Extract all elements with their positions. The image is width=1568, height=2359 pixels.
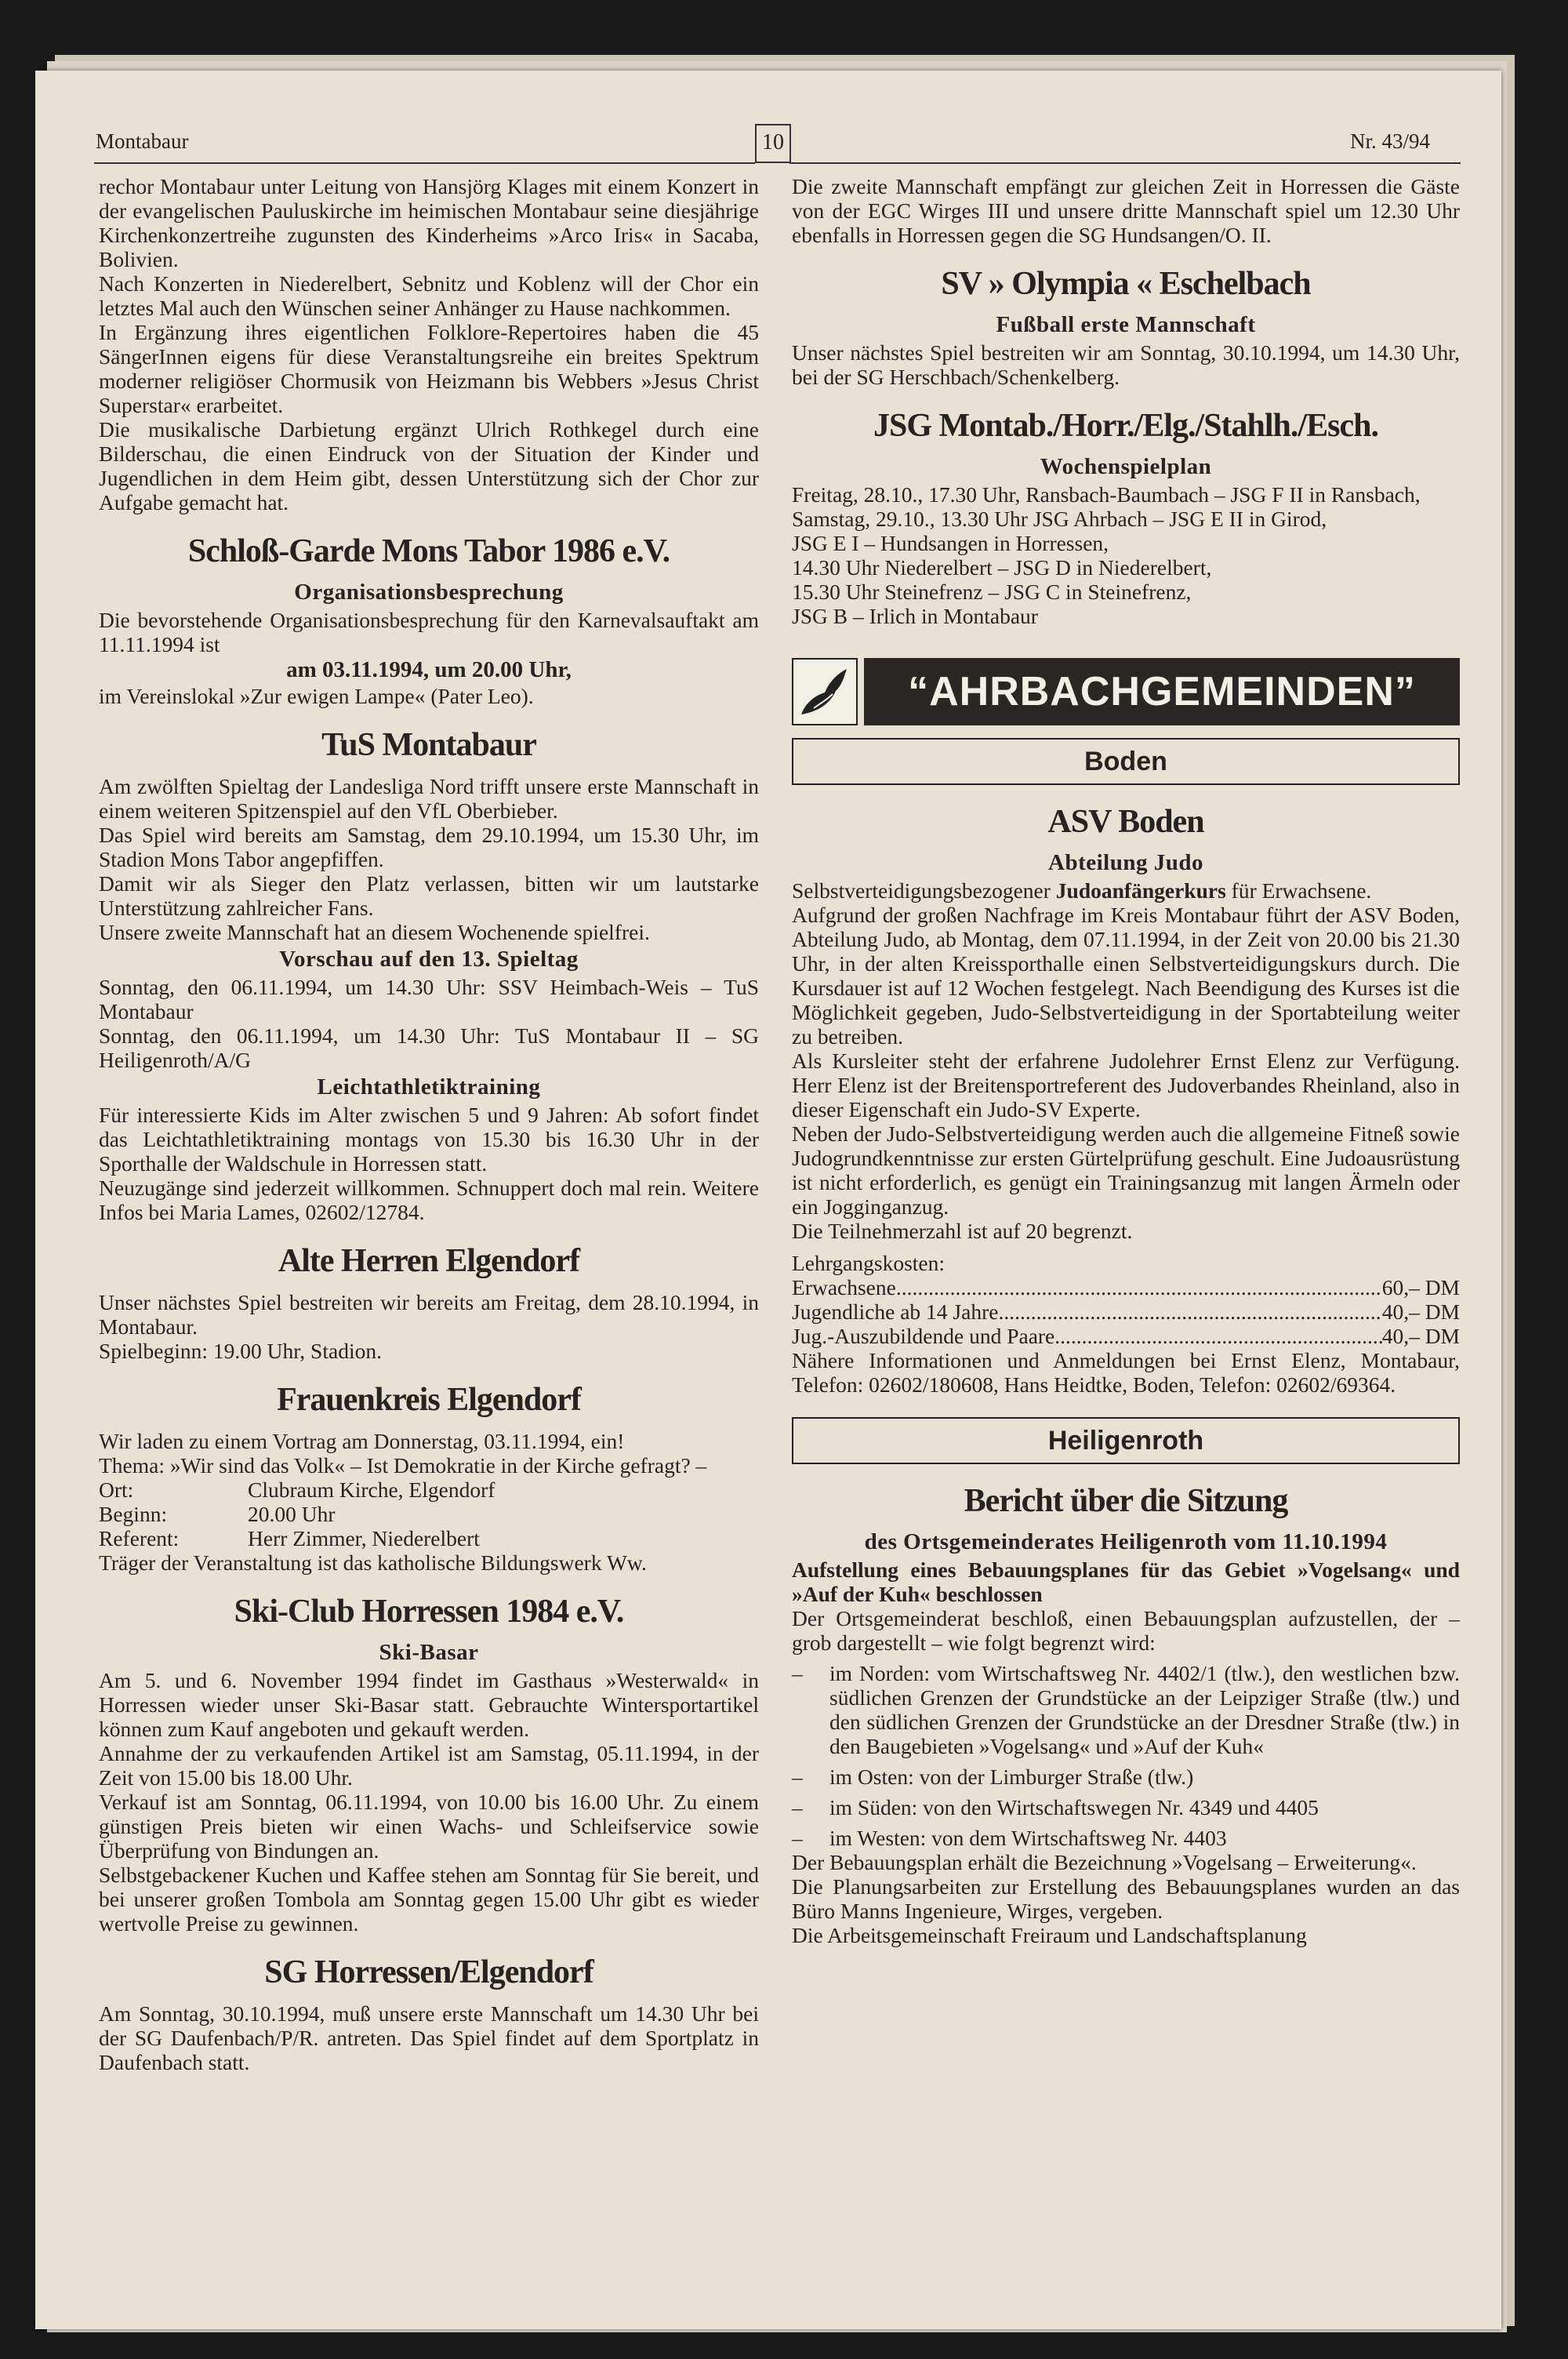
event-date: am 03.11.1994, um 20.00 Uhr, [286, 657, 572, 682]
paragraph: Als Kursleiter steht der erfahrene Judolehrer Ernst Elenz zur Verfügung. Herr Elenz ist der Breitensportreferent des Judoverbandes Rheinland, also in dieser Eigenschaft ein Judo-SV Experte. [792, 1049, 1460, 1121]
section-title: TuS Montabaur [321, 727, 536, 763]
text-run: für Erwachsene. [1231, 878, 1372, 903]
paragraph: im Vereinslokal »Zur ewigen Lampe« (Pater Leo). [99, 684, 534, 708]
price-amount: 40,– DM [1381, 1324, 1460, 1348]
section-title: SV » Olympia « Eschelbach [941, 266, 1311, 302]
paragraph: Die bevorstehende Organisationsbesprechung für den Karnevalsauftakt am 11.11.1994 ist [99, 608, 759, 656]
price-label: Erwachsene [792, 1275, 896, 1299]
info-value: 20.00 Uhr [248, 1502, 336, 1526]
section-title: Ski-Club Horressen 1984 e.V. [234, 1594, 624, 1630]
paragraph: Neuzugänge sind jederzeit willkommen. Schnuppert doch mal rein. Weitere Infos bei Maria Lames, 02602/12784. [99, 1176, 759, 1224]
header-rule-right [789, 162, 1461, 164]
paragraph: Unser nächstes Spiel bestreiten wir am Sonntag, 30.10.1994, um 14.30 Uhr, bei der SG Herschbach/Schenkelberg. [792, 340, 1460, 389]
paragraph: Neben der Judo-Selbstverteidigung werden auch die allgemeine Fitneß sowie Judogrundkenntnisse zur ersten Gürtelprüfung geschult. Eine Judoausrüstung ist nicht erforderlich, es genügt ein Trainingsanzug mit langen Ärmeln oder ein Jogginganzug. [792, 1121, 1460, 1219]
boundary-text: im Norden: vom Wirtschaftsweg Nr. 4402/1 (tlw.), den westlichen bzw. südlichen Grenzen der Grundstücke an der Leipziger Straße (tlw.) und den südlichen Grenzen der Grundstücke an der Dresdner Straße (tlw.) in den Baugebieten »Vogelsang« und »Auf der Kuh« [829, 1661, 1460, 1758]
price-label: Jug.-Auszubildende und Paare [792, 1324, 1055, 1348]
section-title: SG Horressen/Elgendorf [264, 1954, 593, 1990]
price-label: Jugendliche ab 14 Jahre [792, 1299, 999, 1324]
schedule-line: Samstag, 29.10., 13.30 Uhr JSG Ahrbach – JSG E II in Girod, [792, 507, 1327, 531]
paragraph: Sonntag, den 06.11.1994, um 14.30 Uhr: SSV Heimbach-Weis – TuS Montabaur [99, 975, 759, 1023]
ahrbach-banner [792, 658, 1460, 725]
bird-logo-icon [792, 658, 858, 725]
paragraph: Spielbeginn: 19.00 Uhr, Stadion. [99, 1339, 382, 1363]
price-row [792, 1299, 1460, 1324]
price-amount: 40,– DM [1381, 1299, 1460, 1324]
section-subtitle: Organisationsbesprechung [294, 580, 564, 605]
dash: – [792, 1765, 803, 1789]
locality-header: Heiligenroth [792, 1417, 1460, 1464]
boundary-item [792, 1765, 1460, 1789]
section-title: ASV Boden [1047, 804, 1204, 840]
dash: – [792, 1661, 803, 1685]
paragraph: Verkauf ist am Sonntag, 06.11.1994, von 10.00 bis 16.00 Uhr. Zu einem günstigen Preis bieten wir einen Wachs- und Schleifservice sowie Überprüfung von Bindungen an. [99, 1790, 759, 1863]
costs-label: Lehrgangskosten: [792, 1251, 946, 1275]
paragraph: Die Arbeitsgemeinschaft Freiraum und Landschaftsplanung [792, 1923, 1307, 1947]
section-subtitle: Ski-Basar [379, 1640, 479, 1665]
info-value: Clubraum Kirche, Elgendorf [248, 1478, 495, 1502]
leader-dots [896, 1275, 1382, 1299]
paragraph: Sonntag, den 06.11.1994, um 14.30 Uhr: TuS Montabaur II – SG Heiligenroth/A/G [99, 1023, 759, 1072]
section-title: Frauenkreis Elgendorf [277, 1382, 581, 1418]
paragraph: rechor Montabaur unter Leitung von Hansjörg Klages mit einem Konzert in der evangelischen Pauluskirche im heimischen Montabaur seine diesjährige Kirchenkonzertreihe zugunsten des Kinderheims »Arco Iris« in Sacaba, Bolivien. [99, 174, 759, 271]
header-town: Montabaur [96, 129, 189, 153]
banner-title: “AHRBACHGEMEINDEN” [864, 658, 1460, 725]
info-value: Herr Zimmer, Niederelbert [248, 1526, 480, 1550]
right-column [792, 174, 1460, 1947]
paragraph: Selbstgebackener Kuchen und Kaffee stehen am Sonntag für Sie bereit, und bei unserer großen Tombola am Sonntag gegen 15.00 Uhr gibt es wieder wertvolle Preise zu gewinnen. [99, 1863, 759, 1936]
section-subtitle: des Ortsgemeinderates Heiligenroth vom 11.10.1994 [864, 1529, 1388, 1554]
info-key: Ort: [99, 1478, 134, 1502]
paragraph: Unser nächstes Spiel bestreiten wir bereits am Freitag, dem 28.10.1994, in Montabaur. [99, 1290, 759, 1339]
paragraph: Aufgrund der großen Nachfrage im Kreis Montabaur führt der ASV Boden, Abteilung Judo, ab Montag, dem 07.11.1994, in der Zeit von 20.00 bis 21.30 Uhr, in der alten Kreissporthalle einen Selbstverteidigungskurs durch. Die Kursdauer ist auf 12 Wochen festgelegt. Nach Beendigung des Kurses ist die Möglichkeit gegeben, Judo-Selbstverteidigung in der Sportabteilung weiter zu betreiben. [792, 903, 1460, 1049]
section-title: Bericht über die Sitzung [964, 1483, 1288, 1519]
info-key: Referent: [99, 1526, 180, 1550]
price-amount: 60,– DM [1381, 1275, 1460, 1299]
section-subtitle: Vorschau auf den 13. Spieltag [279, 947, 579, 972]
left-column [99, 174, 759, 2074]
paragraph: Unsere zweite Mannschaft hat an diesem Wochenende spielfrei. [99, 920, 650, 944]
boundary-text: im Westen: von dem Wirtschaftsweg Nr. 4403 [829, 1826, 1227, 1850]
paragraph: Nähere Informationen und Anmeldungen bei Ernst Elenz, Montabaur, Telefon: 02602/180608, Hans Heidtke, Boden, Telefon: 02602/69364. [792, 1348, 1460, 1397]
paragraph: Der Bebauungsplan erhält die Bezeichnung »Vogelsang – Erweiterung«. [792, 1850, 1417, 1874]
boundary-text: im Osten: von der Limburger Straße (tlw.) [829, 1765, 1194, 1789]
price-row [792, 1275, 1460, 1299]
paragraph: Annahme der zu verkaufenden Artikel ist am Samstag, 05.11.1994, in der Zeit von 15.00 bis 18.00 Uhr. [99, 1741, 759, 1790]
header-issue: Nr. 43/94 [1350, 129, 1431, 153]
section-subtitle: Wochenspielplan [1040, 454, 1212, 479]
paragraph: Der Ortsgemeinderat beschloß, einen Bebauungsplan aufzustellen, der – grob dargestellt – wie folgt begrenzt wird: [792, 1606, 1460, 1655]
paragraph: Thema: »Wir sind das Volk« – Ist Demokratie in der Kirche gefragt? – [99, 1453, 707, 1478]
info-row [99, 1478, 759, 1502]
boundary-item [792, 1826, 1460, 1850]
dash: – [792, 1795, 803, 1819]
schedule-line: JSG B – Irlich in Montabaur [792, 604, 1038, 628]
schedule-line: 14.30 Uhr Niederelbert – JSG D in Niederelbert, [792, 555, 1212, 580]
text-run: Selbstverteidigungsbezogener [792, 878, 1051, 903]
info-row [99, 1502, 759, 1526]
paragraph: Am zwölften Spieltag der Landesliga Nord trifft unsere erste Mannschaft in einem weiteren Spitzenspiel auf den VfL Oberbieber. [99, 774, 759, 823]
paragraph: Die Planungsarbeiten zur Erstellung des Bebauungsplanes wurden an das Büro Manns Ingenieure, Wirges, vergeben. [792, 1874, 1460, 1923]
boundary-item [792, 1795, 1460, 1819]
dash: – [792, 1826, 803, 1850]
section-subtitle: Leichtathletiktraining [317, 1074, 541, 1100]
price-row [792, 1324, 1460, 1348]
schedule-line: JSG E I – Hundsangen in Horressen, [792, 531, 1109, 555]
paragraph: Am Sonntag, 30.10.1994, muß unsere erste Mannschaft um 14.30 Uhr bei der SG Daufenbach/P/R. antreten. Das Spiel findet auf dem Sportplatz in Daufenbach statt. [99, 2001, 759, 2074]
leader-dots [1054, 1324, 1381, 1348]
schedule-line: 15.30 Uhr Steinefrenz – JSG C in Steinefrenz, [792, 580, 1192, 604]
info-row [99, 1526, 759, 1550]
paragraph: Die Teilnehmerzahl ist auf 20 begrenzt. [792, 1219, 1133, 1243]
paragraph: Am 5. und 6. November 1994 findet im Gasthaus »Westerwald« in Horressen wieder unser Ski-Basar statt. Gebrauchte Wintersportartikel können zum Kauf angeboten und gekauft werden. [99, 1668, 759, 1741]
paragraph: Träger der Veranstaltung ist das katholische Bildungswerk Ww. [99, 1550, 647, 1575]
boundary-item [792, 1661, 1460, 1758]
paragraph: Das Spiel wird bereits am Samstag, dem 29.10.1994, um 15.30 Uhr, im Stadion Mons Tabor angepfiffen. [99, 823, 759, 871]
course-name: Judoanfängerkurs [1055, 878, 1226, 903]
locality-header: Boden [792, 738, 1460, 785]
boundary-text: im Süden: von den Wirtschaftswegen Nr. 4349 und 4405 [829, 1795, 1319, 1819]
paragraph: Für interessierte Kids im Alter zwischen 5 und 9 Jahren: Ab sofort findet das Leichtathletiktraining montags von 15.30 bis 16.30 Uhr in der Sporthalle der Waldschule in Horressen statt. [99, 1103, 759, 1176]
header-rule-left [94, 162, 755, 164]
page-number: 10 [755, 124, 791, 163]
bold-heading: Aufstellung eines Bebauungsplanes für das Gebiet »Vogelsang« und »Auf der Kuh« beschlossen [792, 1558, 1460, 1606]
section-title: Schloß-Garde Mons Tabor 1986 e.V. [187, 533, 670, 569]
schedule-line: Freitag, 28.10., 17.30 Uhr, Ransbach-Baumbach – JSG F II in Ransbach, [792, 482, 1421, 507]
paragraph: In Ergänzung ihres eigentlichen Folklore-Repertoires haben die 45 SängerInnen eigens für diese Veranstaltungsreihe ein breites Spektrum moderner religiöser Chormusik von Heizmann bis Webbers »Jesus Christ Superstar« erarbeitet. [99, 320, 759, 417]
section-subtitle: Fußball erste Mannschaft [996, 312, 1256, 337]
section-title: Alte Herren Elgendorf [278, 1243, 580, 1279]
section-title: JSG Montab./Horr./Elg./Stahlh./Esch. [873, 408, 1378, 444]
paragraph: Die zweite Mannschaft empfängt zur gleichen Zeit in Horressen die Gäste von der EGC Wirges III und unsere dritte Mannschaft spiel um 12.30 Uhr ebenfalls in Horressen gegen die SG Hundsangen/O. II. [792, 174, 1460, 247]
paragraph: Wir laden zu einem Vortrag am Donnerstag, 03.11.1994, ein! [99, 1429, 625, 1453]
paragraph: Damit wir als Sieger den Platz verlassen, bitten wir um lautstarke Unterstützung zahlreicher Fans. [99, 871, 759, 920]
paragraph: Nach Konzerten in Niederelbert, Sebnitz und Koblenz will der Chor ein letztes Mal auch den Wünschen seiner Anhänger zu Hause nachkommen. [99, 271, 759, 320]
paragraph [792, 878, 1460, 903]
leader-dots [998, 1299, 1381, 1324]
paragraph: Die musikalische Darbietung ergänzt Ulrich Rothkegel durch eine Bilderschau, die einen Eindruck von der Situation der Kinder und Jugendlichen in dem Heim gibt, dessen Unterstützung sich der Chor zur Aufgabe gemacht hat. [99, 417, 759, 514]
section-subtitle: Abteilung Judo [1048, 850, 1203, 875]
info-key: Beginn: [99, 1502, 168, 1526]
